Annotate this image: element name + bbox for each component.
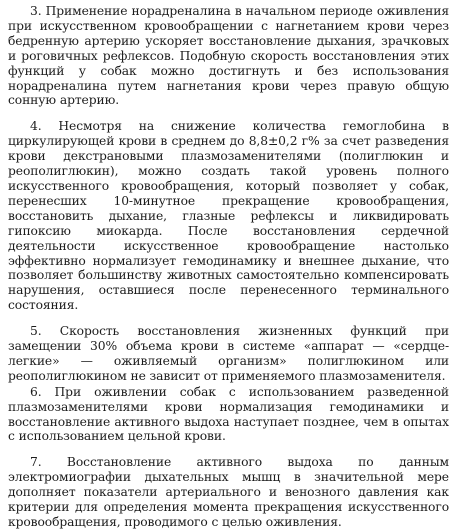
paragraph-spacer — [8, 313, 449, 324]
paragraph-7: 7. Восстановление активного выдоха по данным электромиографии дыхательных мышц в значительной мере дополняет показатели артериального и венозного давления как критерии для определения момента прекращения искусственного кровообращения, проводимого с целью оживления. — [8, 455, 449, 529]
paragraph-6: 6. При оживлении собак с использованием разведенной плазмозаменителями крови нормализация гемодинамики и восстановление активного выдоха наступает позднее, чем в опытах с использованием цельной крови. — [8, 384, 449, 444]
paragraph-spacer — [8, 108, 449, 119]
paragraph-4: 4. Несмотря на снижение количества гемоглобина в циркулирующей крови в среднем до 8,8±0,2 г% за счет разведения крови декстрановыми плазмозаменителями (полиглюкин и реополиглюкин), можно создать такой уровень полного искусственного кровообращения, который позволяет у собак, перенесших 10-минутное прекращение кровообращения, восстановить дыхание, глазные рефлексы и ликвидировать гипоксию миокарда. После восстановления сердечной деятельности искусственное кровообращение настолько эффективно нормализует гемодинамику и внешнее дыхание, что позволяет большинству животных самостоятельно компенсировать нарушения, оставшиеся после перенесенного терминального состояния. — [8, 119, 449, 313]
paragraph-spacer — [8, 444, 449, 455]
paragraph-3: 3. Применение норадреналина в начальном периоде оживления при искусственном кровообращении с нагнетанием крови через бедренную артерию ускоряет восстановление дыхания, зрачковых и роговичных рефлексов. Подобную скорость восстановления этих функций у собак можно достигнуть и без использования норадреналина путем нагнетания крови через правую общую сонную артерию. — [8, 4, 449, 108]
paragraph-5: 5. Скорость восстановления жизненных функций при замещении 30% объема крови в системе «аппарат — «сердце-легкие» — оживляемый организм» полиглюкином или реополиглюкином не зависит от применяемого плазмозаменителя. — [8, 324, 449, 383]
